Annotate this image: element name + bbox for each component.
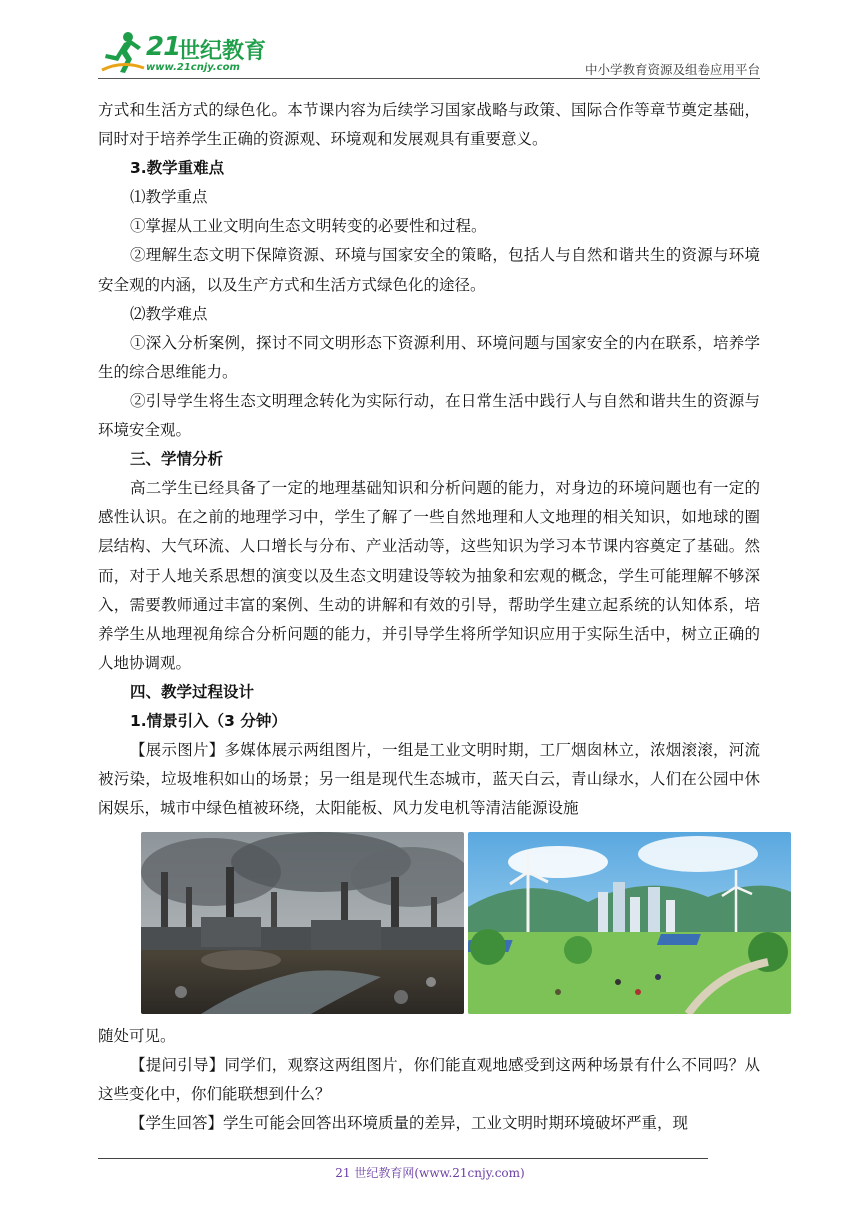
paragraph-student-answer: 【学生回答】学生可能会回答出环境质量的差异，工业文明时期环境破坏严重，现 [130, 1114, 689, 1133]
site-logo[interactable] [98, 30, 288, 76]
difficulty-item-2: ②引导学生将生态文明理念转化为实际行动，在日常生活中践行人与自然和谐共生的资源与环境安全观。 [98, 391, 760, 440]
paragraph-intro: 方式和生活方式的绿色化。本节课内容为后续学习国家战略与政策、国际合作等章节奠定基础，同时对于培养学生正确的资源观、环境观和发展观具有重要意义。 [98, 101, 760, 149]
focus-item-2: ②理解生态文明下保障资源、环境与国家安全的策略，包括人与自然和谐共生的资源与环境安全观的内涵，以及生产方式和生活方式绿色化的途径。 [98, 246, 760, 294]
paragraph-show-images: 【展示图片】多媒体展示两组图片，一组是工业文明时期，工厂烟囱林立，浓烟滚滚，河流被污染，垃圾堆积如山的场景；另一组是现代生态城市，蓝天白云，青山绿水，人们在公园中休闲娱乐，城市中绿色植被环绕，太阳能板、风力发电机等清洁能源设施 [98, 741, 760, 818]
logo-number: 21 [146, 32, 181, 62]
header-divider [98, 78, 760, 79]
eco-city-image [468, 832, 791, 1014]
paragraph-student-analysis: 高二学生已经具备了一定的地理基础知识和分析问题的能力，对身边的环境问题也有一定的感性认识。在之前的地理学习中，学生了解了一些自然地理和人文地理的相关知识，如地球的圈层结构、大气环流、人口增长与分布、产业活动等，这些知识为学习本节课内容奠定了基础。然而，对于人地关系思想的演变以及生态文明建设等较为抽象和宏观的概念，学生可能理解不够深入，需要教师通过丰富的案例、生动的讲解和有效的引导，帮助学生建立起系统的认知体系，培养学生从地理视角综合分析问题的能力，并引导学生将所学知识应用于实际生活中，树立正确的人地协调观。 [98, 479, 760, 672]
subheading-teaching-difficulty: ⑵教学难点 [130, 304, 208, 323]
heading-process-design: 四、教学过程设计 [130, 682, 255, 701]
page-header [98, 30, 760, 80]
heading-scene-intro: 1.情景引入（3 分钟） [130, 711, 287, 730]
runner-icon [98, 30, 146, 76]
comparison-images [141, 832, 791, 1014]
footer-link[interactable]: 21 世纪教育网(www.21cnjy.com) [335, 1166, 525, 1180]
focus-item-1: ①掌握从工业文明向生态文明转变的必要性和过程。 [130, 217, 487, 236]
heading-student-analysis: 三、学情分析 [130, 450, 224, 469]
footer-divider [98, 1158, 708, 1159]
document-body [98, 96, 760, 823]
platform-name: 中小学教育资源及组卷应用平台 [584, 62, 760, 77]
logo-url: www.21cnjy.com [146, 62, 240, 73]
industrial-pollution-image [141, 832, 464, 1014]
paragraph-show-images-end: 随处可见。 [98, 1027, 176, 1045]
logo-name: 世纪教育 [178, 39, 267, 64]
paragraph-ask-guide: 【提问引导】同学们，观察这两组图片，你们能直观地感受到这两种场景有什么不同吗？从这些变化中，你们能联想到什么？ [98, 1056, 760, 1104]
heading-key-points: 3.教学重难点 [130, 159, 225, 178]
subheading-teaching-focus: ⑴教学重点 [130, 188, 208, 207]
difficulty-item-1: ①深入分析案例，探讨不同文明形态下资源利用、环境问题与国家安全的内在联系，培养学生的综合思维能力。 [98, 333, 760, 381]
document-body-continued [98, 1022, 760, 1138]
